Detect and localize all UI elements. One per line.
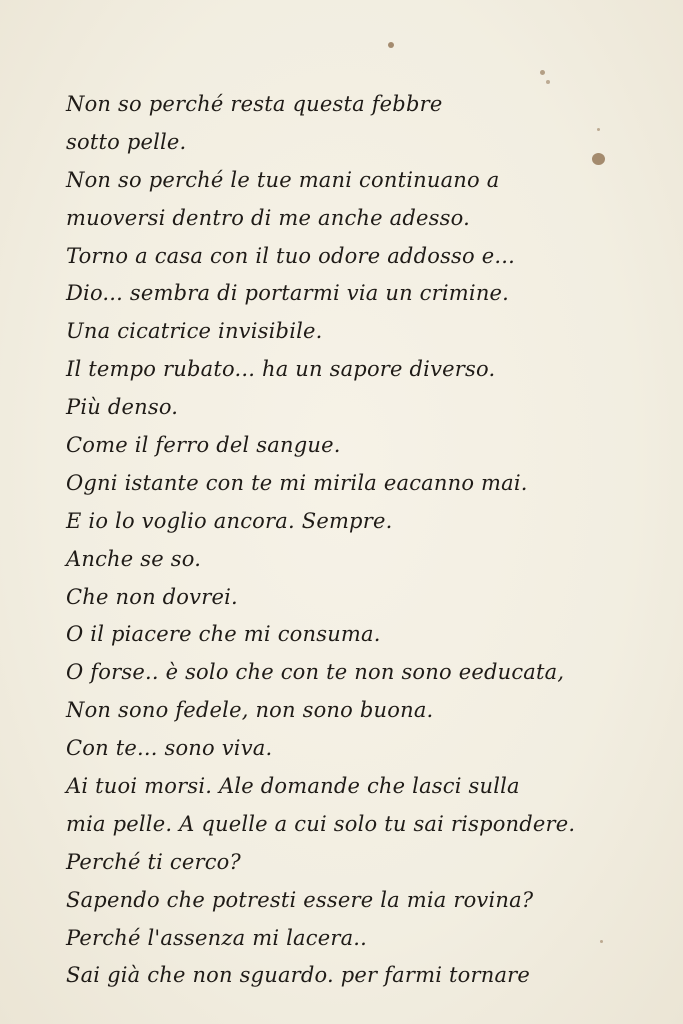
- poem-line: Perché ti cerco?: [66, 849, 241, 874]
- poem-line: Dio... sembra di portarmi via un crimine.: [66, 281, 510, 306]
- poem-line: Una cicatrice invisibile.: [66, 319, 323, 344]
- poem-line: Come il ferro del sangue.: [66, 433, 341, 458]
- poem-line: mia pelle. A quelle a cui solo tu sai rispondere.: [66, 811, 576, 836]
- poem-line: Sapendo che potresti essere la mia rovina?: [66, 887, 534, 912]
- poem-line: Ogni istante con te mi mirila eacanno mai.: [66, 470, 528, 495]
- poem-line: E io lo voglio ancora. Sempre.: [66, 508, 393, 533]
- poem-line: Torno a casa con il tuo odore addosso e...: [66, 243, 515, 268]
- poem-line: O forse.. è solo che con te non sono eeducata,: [66, 660, 565, 685]
- poem-line: Più denso.: [66, 395, 179, 420]
- poem-line: Che non dovrei.: [66, 584, 238, 609]
- poem-line: Non so perché resta questa febbre: [66, 92, 443, 116]
- handwritten-poem: [66, 86, 666, 995]
- poem-line: Non so perché le tue mani continuano a: [66, 167, 500, 192]
- poem-line: Non sono fedele, non sono buona.: [66, 698, 434, 723]
- poem-line: Con te... sono viva.: [66, 736, 273, 761]
- poem-line: Sai già che non sguardo. per farmi tornare: [66, 963, 531, 988]
- poem-line: Anche se so.: [66, 546, 202, 571]
- paper-stain: [546, 80, 550, 84]
- poem-line: O il piacere che mi consuma.: [66, 622, 381, 647]
- poem-line: Perché l'assenza mi lacera..: [66, 925, 368, 950]
- poem-line: muoversi dentro di me anche adesso.: [66, 205, 470, 230]
- poem-line: Ai tuoi morsi. Ale domande che lasci sulla: [66, 774, 520, 799]
- paper-stain: [540, 70, 545, 75]
- paper-stain: [388, 42, 394, 48]
- poem-line: Il tempo rubato... ha un sapore diverso.: [66, 357, 496, 382]
- poem-line: sotto pelle.: [66, 129, 187, 154]
